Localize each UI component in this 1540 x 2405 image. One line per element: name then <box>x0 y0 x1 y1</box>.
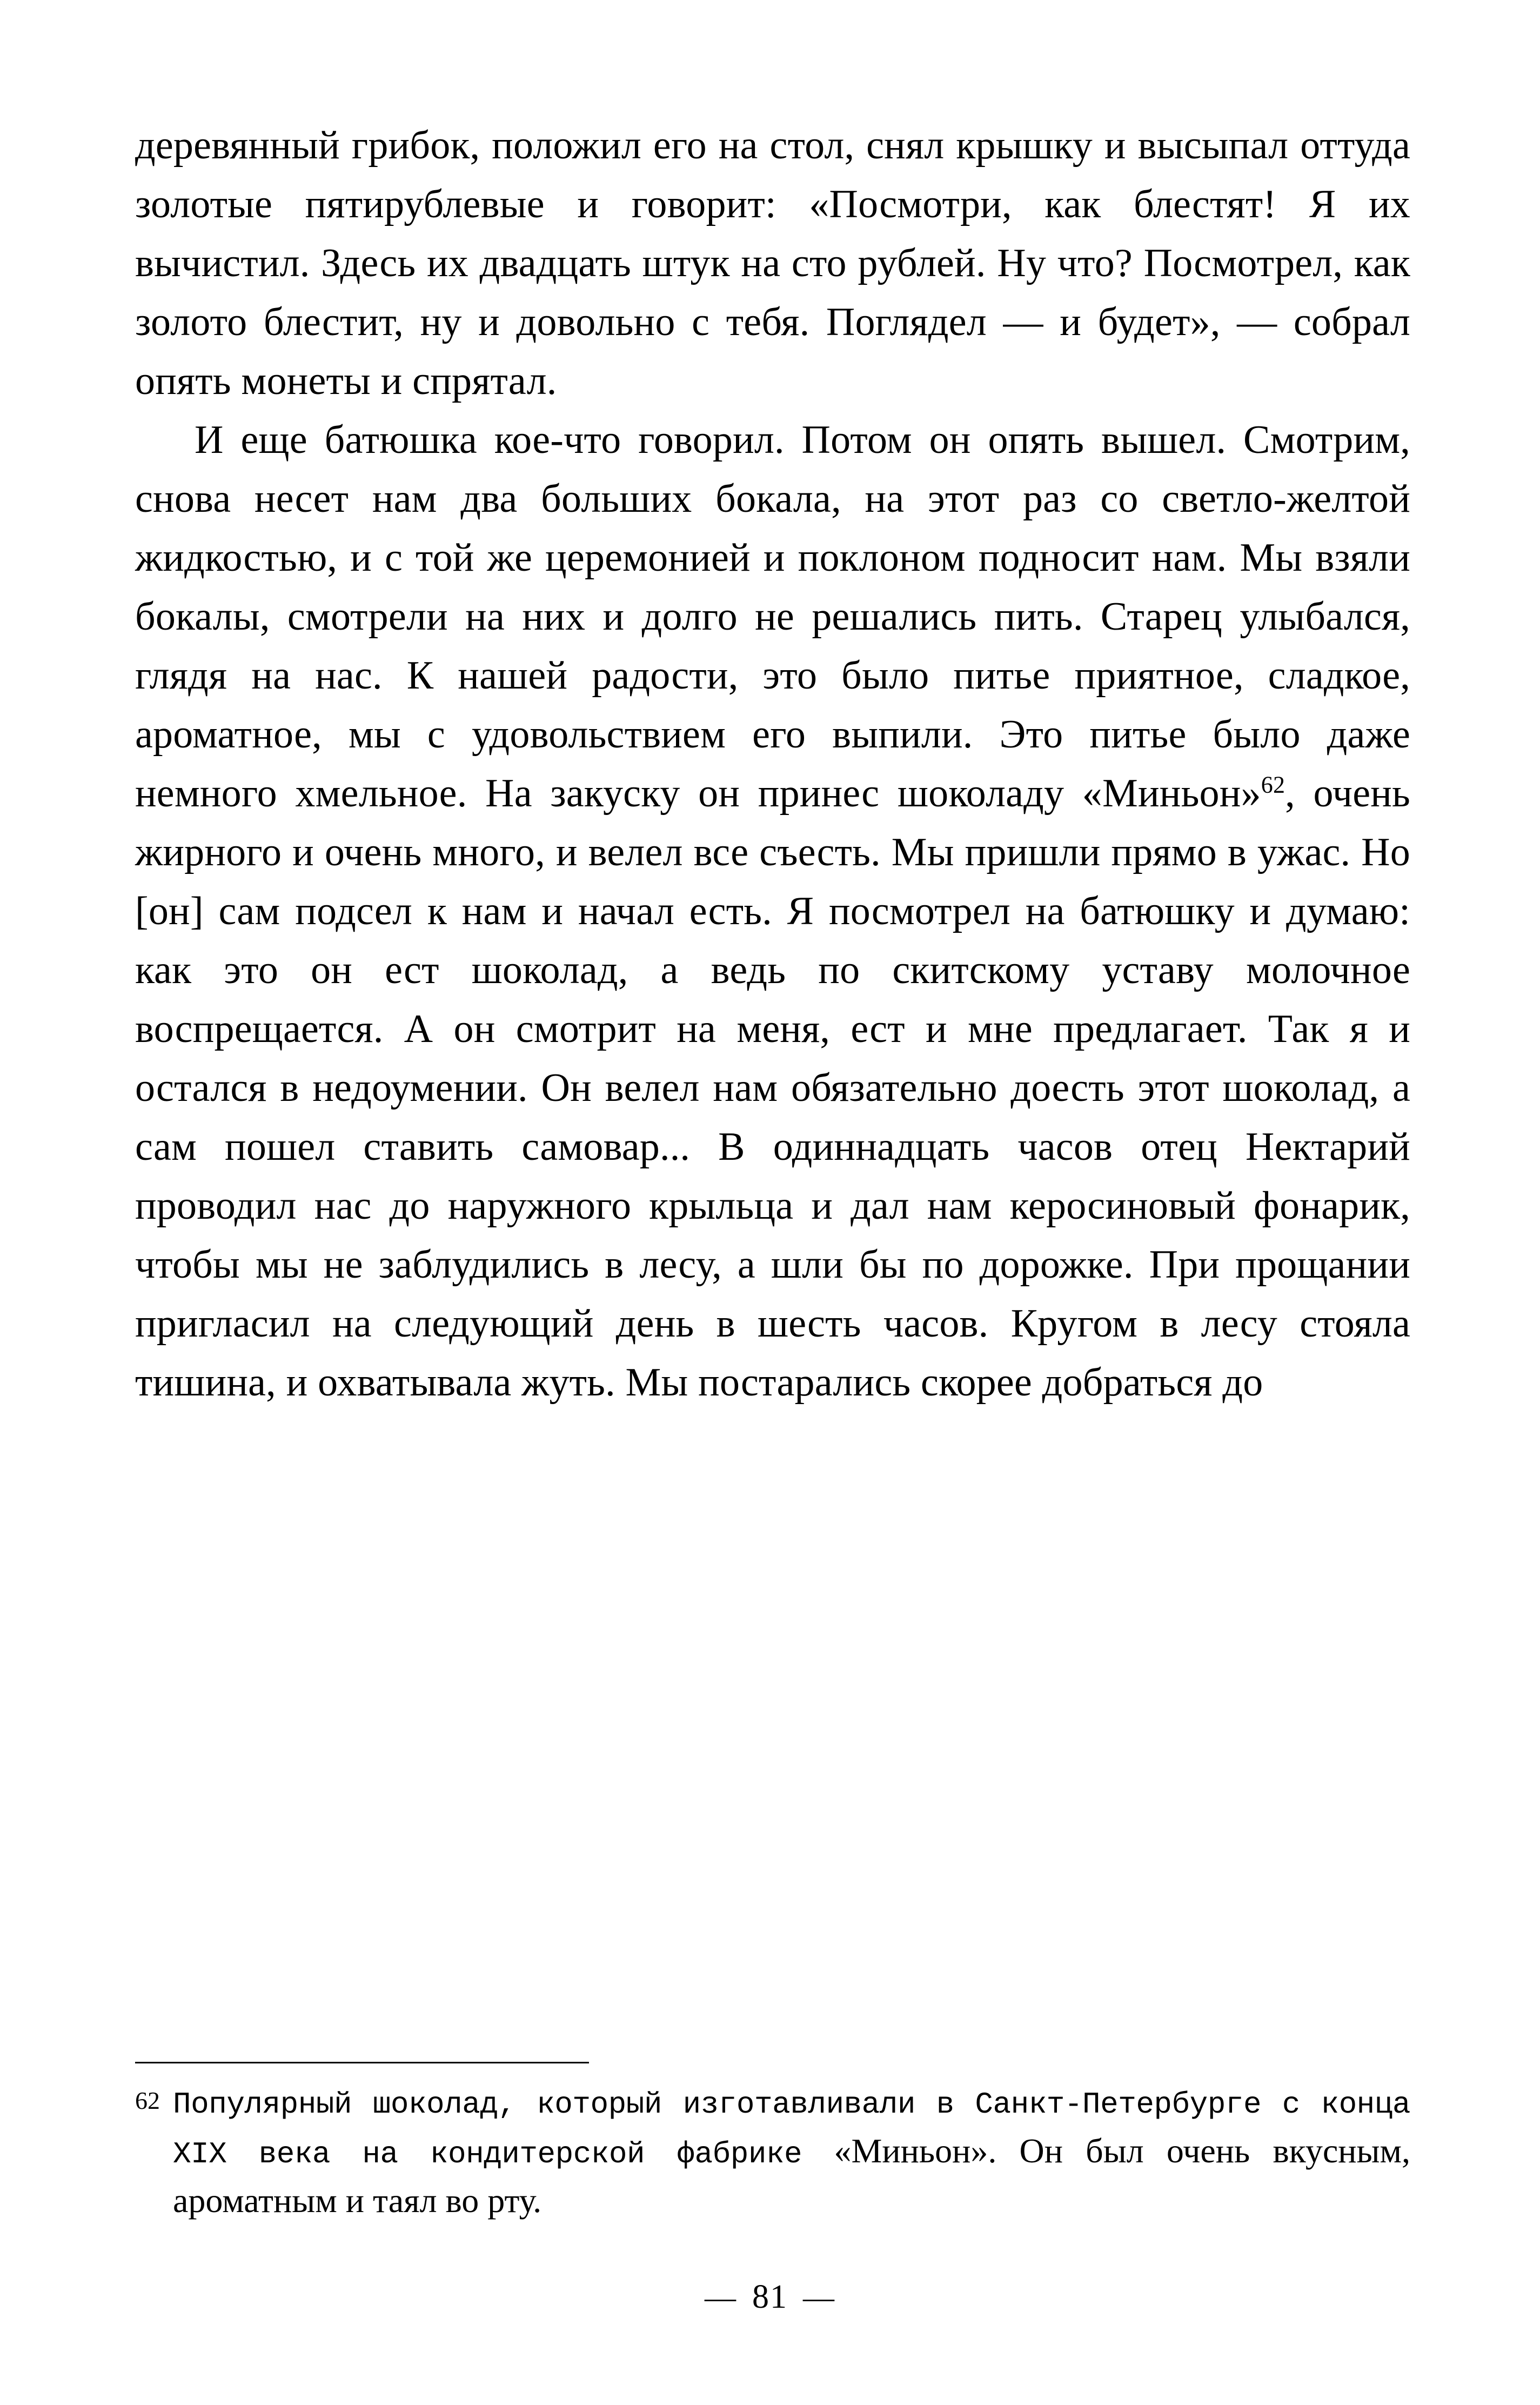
footnote-area <box>135 2062 1410 2227</box>
footnote-reference-62[interactable]: 62 <box>1261 771 1285 798</box>
paragraph-2-text-after-note: , очень жирного и очень много, и велел все съесть. Мы пришли прямо в ужас. Но [он] сам подсел к нам и начал есть. Я посмотрел на батюшку и думаю: как это он ест шоколад, а ведь по скитскому уставу молочное воспрещается. А он смотрит на меня, ест и мне предлагает. Так я и остался в недоумении. Он велел нам обязательно доесть этот шоколад, а сам пошел ставить самовар... В одиннадцать часов отец Нектарий проводил нас до наружного крыльца и дал нам керосиновый фонарик, чтобы мы не заблудились в лесу, а шли бы по дорожке. При прощании пригласил на следующий день в шесть часов. Кругом в лесу стояла тишина, и охватывала жуть. Мы постарались скорее добраться до <box>135 771 1410 1405</box>
body-text-block <box>135 116 1410 1412</box>
paragraph-2-text-before-note: И еще батюшка кое-что говорил. Потом он опять вышел. Смотрим, снова несет нам два больших бокала, на этот раз со светло-желтой жидкостью, и с той же церемонией и поклоном подносит нам. Мы взяли бокалы, смотрели на них и долго не решались пить. Старец улыбался, глядя на нас. К нашей радости, это было питье приятное, сладкое, ароматное, мы с удовольствием его выпили. Это питье было даже немного хмельное. На закуску он принес шоколаду «Миньон» <box>135 418 1410 816</box>
page-number-dash-right: — <box>803 2280 835 2315</box>
page-number-value: 81 <box>752 2279 788 2315</box>
paragraph-1: деревянный грибок, положил его на стол, снял крышку и высыпал оттуда золотые пятирублевые и говорит: «Посмотри, как блестят! Я их вычистил. Здесь их двадцать штук на сто рублей. Ну что? Посмотрел, как золото блестит, ну и довольно с тебя. Поглядел — и будет», — собрал опять монеты и спрятал. <box>135 123 1410 403</box>
page-number-dash-left: — <box>705 2280 737 2315</box>
footnote-marker: 62 <box>135 2087 160 2114</box>
footnote-62 <box>135 2082 1410 2227</box>
footnote-divider <box>135 2062 589 2063</box>
page-number <box>0 2278 1540 2316</box>
footnote-text <box>173 2082 1410 2227</box>
footnote-text-part1: Популярный шоколад, который изготавливали в Санкт-Петербурге с конца XIX века на кондитерской фабрике <box>173 2087 1410 2172</box>
footnote-text-part2: «Миньон». Он был очень вкусным, ароматным и таял во рту. <box>173 2132 1411 2220</box>
paragraph-2 <box>135 411 1410 1412</box>
